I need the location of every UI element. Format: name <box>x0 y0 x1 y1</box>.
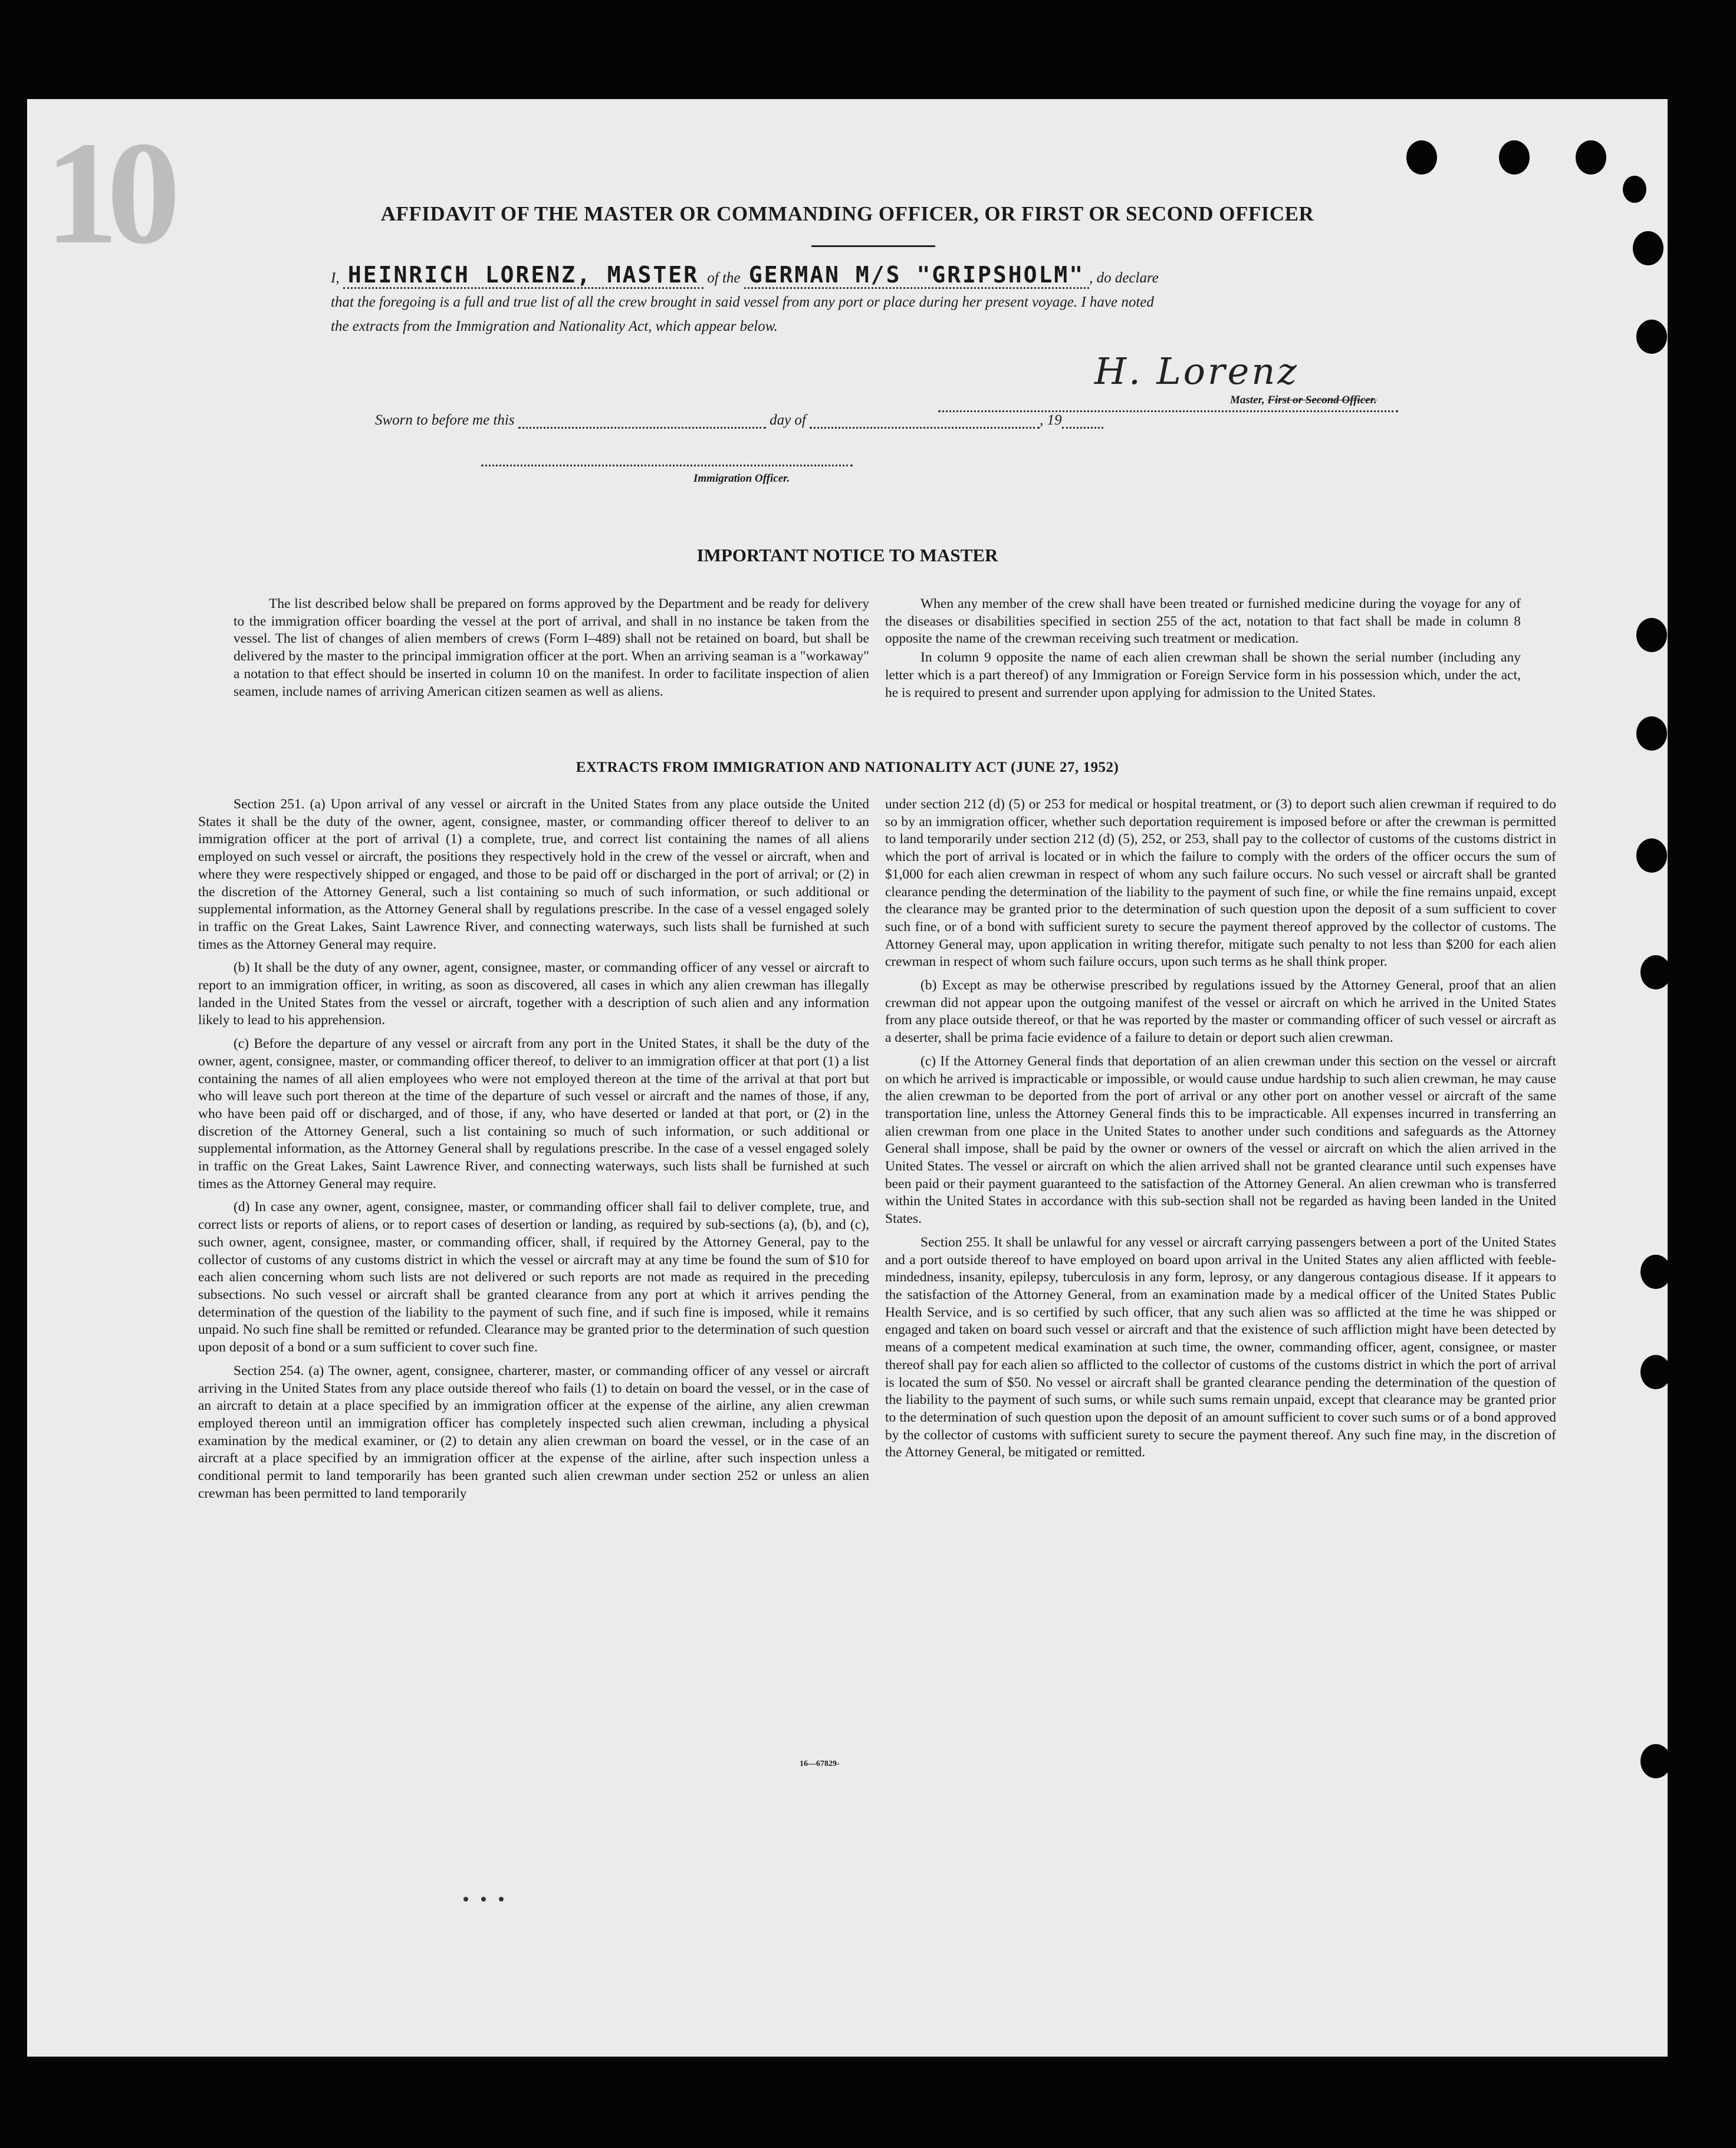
speck <box>463 1897 468 1902</box>
struck-officer-role: First or Second Officer. <box>1267 394 1377 406</box>
sworn-line: Sworn to before me this day of , 19 <box>375 410 1103 429</box>
extracts-title: EXTRACTS FROM IMMIGRATION AND NATIONALITY ACT (JUNE 27, 1952) <box>576 759 1119 775</box>
section-254-a-continued: under section 212 (d) (5) or 253 for medical or hospital treatment, or (3) to deport such alien crewman if required to do so by an immigration officer, whether such deportation requirement is imposed before or after the crewman is permitted to land temporarily under section 212 (d) (5), 252, or 253, shall pay to the collector of customs of the customs district in which the port of arrival is located or in which the failure to comply with the orders of the officer occurs the sum of $1,000 for each alien crewman in respect of whom any such failure occurs. No such vessel or aircraft shall be granted clearance pending the determination of the liability to the payment of such fine, or while the fine remains unpaid, except the clearance may be granted prior to the determination of such question upon the deposit of a sum sufficient to cover such fine, or of a bond with sufficient surety to secure the payment thereof approved by the collector of customs. The Attorney General may, upon application in writing therefor, mitigate such penalty to not less than $200 for each alien crewman in respect of whom such failure occurs, upon such terms as he shall think proper. <box>885 797 1556 970</box>
title-rule <box>811 245 935 247</box>
immigration-officer-label: Immigration Officer. <box>693 472 790 485</box>
speck <box>481 1897 486 1902</box>
sworn-month-field <box>810 410 1040 429</box>
oath-line-1: I, HEINRICH LORENZ, MASTER of the GERMAN M/S "GRIPSHOLM" , do declare <box>331 262 1159 288</box>
section-251-a: Section 251. (a) Upon arrival of any vessel or aircraft in the United States from any place outside the United States it shall be the duty of the owner, agent, consignee, master, or commanding officer thereof to deliver to an immigration officer at the port of arrival (1) a complete, true, and correct list containing the names of all aliens employed on such vessel or aircraft, the positions they respectively hold in the crew of the vessel or aircraft, when and where they were respectively shipped or engaged, and those to be paid off or discharged in the port of arrival; or (2) in the discretion of the Attorney General, such a list containing so much of such information, or such additional or supplemental information, as the Attorney General shall by regulations prescribe. In the case of a vessel engaged solely in traffic on the Great Lakes, Saint Lawrence River, and connecting waterways, such lists shall be furnished at such times as the Attorney General may require. <box>198 797 869 952</box>
notice-right-column <box>885 596 1521 708</box>
section-251-c: (c) Before the departure of any vessel or aircraft from any port in the United States, it shall be the duty of the owner, agent, consignee, master, or commanding officer thereof, to deliver to an immigration officer at that port (1) a list containing the names of all alien employees who were not employed thereon at the time of the arrival at that port but who will leave such port thereon at the time of the departure of such vessel or aircraft and the names of those, if any, who have been paid off or discharged, and of those, if any, who have deserted or landed at that port, or (2) in the discretion of the Attorney General, such a list containing so much of such information, or such additional or supplemental information, as the Attorney General shall by regulations prescribe. In the case of a vessel engaged solely in traffic on the Great Lakes, Saint Lawrence River, and connecting waterways, such lists shall be furnished at such times as the Attorney General may require. <box>198 1036 869 1192</box>
punch-hole <box>1576 140 1606 175</box>
notice-right-paragraph-1: When any member of the crew shall have been treated or furnished medicine during the voyage for any of the diseases or disabilities specified in section 255 of the act, notation to that fact shall be made in column 8 opposite the name of the crewman receiving such treatment or medication. <box>885 596 1521 647</box>
document-page <box>27 99 1668 2057</box>
sworn-year-field <box>1062 410 1103 429</box>
punch-hole <box>1406 140 1437 175</box>
section-254-c: (c) If the Attorney General finds that deportation of an alien crewman under this section on the vessel or aircraft on which he arrived is impracticable or impossible, or would cause undue hardship to such alien crewman, he may cause the alien crewman to be deported from the port of arrival or any other port on another vessel or aircraft of the same transportation line, unless the Attorney General finds this to be impracticable. All expenses incurred in transferring an alien crewman from one place in the United States to another under such conditions and safeguards as the Attorney General shall impose, shall be paid by the owner or owners of the vessel or aircraft on which the alien arrived in the United States. The vessel or aircraft on which the alien arrived shall not be granted clearance until such expenses have been paid or their payment guaranteed to the satisfaction of the Attorney General. An alien crewman who is transferred within the United States in accordance with this sub-section shall not be regarded as having been landed in the United States. <box>885 1053 1556 1227</box>
punch-hole <box>1636 716 1667 751</box>
notice-right-paragraph-2: In column 9 opposite the name of each alien crewman shall be shown the serial number (including any letter which is a part thereof) of any Immigration or Foreign Service form in his possession which, under the act, he is required to present and surrender upon applying for admission to the United States. <box>885 650 1521 700</box>
notice-left-column <box>234 596 869 706</box>
section-251-d: (d) In case any owner, agent, consignee, master, or commanding officer shall fail to deliver complete, true, and correct lists or reports of aliens, or to report cases of desertion or landing, as required by sub-sections (a), (b), and (c), such owner, agent, consignee, master, or commanding officer, shall, if required by the Attorney General, pay to the collector of customs of any customs district in which the vessel or aircraft may at any time be found the sum of $10 for each alien concerning whom such lists are not delivered or such reports are not made as required in the preceding subsections. No such vessel or aircraft shall be granted clearance from any port at which it arrives pending the determination of the question of the liability to the payment of such fine, and if such fine is imposed, while it remains unpaid. No such fine shall be remitted or refunded. Clearance may be granted prior to the determination of such question upon deposit of a bond or a sum sufficient to cover such fine. <box>198 1199 869 1356</box>
speck <box>499 1897 504 1902</box>
punch-hole <box>1633 231 1663 265</box>
bleed-through-page-number: 10 <box>45 111 169 275</box>
punch-hole <box>1636 618 1667 652</box>
punch-hole <box>1640 955 1671 989</box>
sworn-day-field <box>518 410 766 429</box>
extracts-right-column <box>885 796 1556 1468</box>
punch-hole <box>1623 176 1646 203</box>
master-name-field: HEINRICH LORENZ, MASTER <box>343 263 703 289</box>
punch-hole <box>1640 1744 1671 1778</box>
notice-title: IMPORTANT NOTICE TO MASTER <box>696 545 998 565</box>
punch-hole <box>1636 838 1667 873</box>
punch-hole <box>1640 1355 1671 1389</box>
immigration-officer-line <box>481 465 853 466</box>
affidavit-title: AFFIDAVIT OF THE MASTER OR COMMANDING OFFICER, OR FIRST OR SECOND OFFICER <box>380 202 1314 225</box>
section-251-b: (b) It shall be the duty of any owner, agent, consignee, master, or commanding officer of any vessel or aircraft to report to an immigration officer, in writing, as soon as discovered, all cases in which any alien crewman has illegally landed in the United States from the vessel or aircraft, together with a description of such alien and any information likely to lead to his apprehension. <box>198 960 869 1028</box>
form-number: 16—67829- <box>800 1759 840 1768</box>
vessel-name-field: GERMAN M/S "GRIPSHOLM" <box>744 263 1089 289</box>
section-254-b: (b) Except as may be otherwise prescribed by regulations issued by the Attorney General, proof that an alien crewman did not appear upon the outgoing manifest of the vessel or aircraft on which he arrived in the United States from any place outside thereof, or that he was reported by the master or commanding officer of such vessel or aircraft as a deserter, shall be prima facie evidence of a failure to detain or deport such alien crewman. <box>885 978 1556 1046</box>
extracts-left-column <box>198 796 869 1508</box>
signature-role: Master, First or Second Officer. <box>1230 394 1377 406</box>
oath-line-2: that the foregoing is a full and true list of all the crew brought in said vessel from any port or place during her present voyage. I have noted <box>331 294 1154 310</box>
punch-hole <box>1499 140 1530 175</box>
section-254-a: Section 254. (a) The owner, agent, consignee, charterer, master, or commanding officer of any vessel or aircraft arriving in the United States from any place outside thereof who fails (1) to detain on board the vessel, or in the case of an aircraft to detain at a place specified by an immigration officer at the expense of the airline, any alien crewman employed thereon until an immigration officer has completely inspected such alien crewman, including a physical examination by the medical examiner, or (2) to detain any alien crewman on board the vessel, or in the case of an aircraft at a place specified by an immigration officer at the expense of the airline, after such inspection unless a conditional permit to land temporarily has been granted such alien crewman under section 252 or unless an alien crewman has been permitted to land temporarily <box>198 1363 869 1501</box>
punch-hole <box>1640 1255 1671 1289</box>
master-signature: H. Lorenz <box>1094 350 1299 393</box>
oath-line-3: the extracts from the Immigration and Nationality Act, which appear below. <box>331 318 778 334</box>
oath-block <box>331 263 1428 338</box>
notice-left-paragraph: The list described below shall be prepared on forms approved by the Department and be ready for delivery to the immigration officer boarding the vessel at the port of arrival, and shall in no instance be taken from the vessel. The list of changes of alien members of crews (Form I–489) shall not be retained on board, but shall be delivered by the master to the principal immigration officer at the port. When an arriving seaman is a "workaway" a notation to that effect should be inserted in column 10 on the manifest. In order to facilitate inspection of alien seamen, include names of arriving American citizen seamen as well as aliens. <box>234 596 869 699</box>
punch-hole <box>1636 320 1667 354</box>
section-255: Section 255. It shall be unlawful for any vessel or aircraft carrying passengers between a port of the United States and a port outside thereof to have employed on board upon arrival in the United States any alien afflicted with feeble-mindedness, insanity, epilepsy, tuberculosis in any form, leprosy, or any dangerous contagious disease. If it appears to the satisfaction of the Attorney General, from an examination made by a medical officer of the United States Public Health Service, and is so certified by such officer, that any such alien was so afflicted at the time he was shipped or engaged and taken on board such vessel or aircraft and that the existence of such affliction might have been detected by means of a competent medical examination at such time, the owner, commanding officer, agent, consignee, or master thereof shall pay for each alien so afflicted to the collector of customs of the customs district in which the port of arrival is located the sum of $50. No vessel or aircraft shall be granted clearance pending the determination of the question of the liability to the payment of such sums, or while such sums remain unpaid, except that clearance may be granted prior to the determination of such question upon the deposit of an amount sufficient to cover such sums or of a bond approved by the collector of customs with sufficient surety to secure the payment thereof. Any such fine may, in the discretion of the Attorney General, be mitigated or remitted. <box>885 1234 1556 1460</box>
